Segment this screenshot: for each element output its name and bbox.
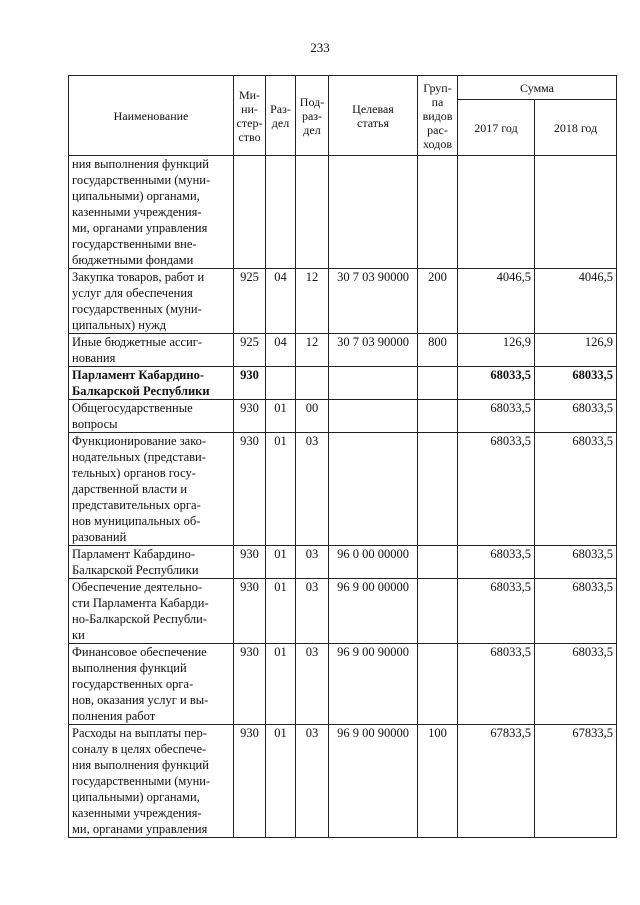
row-subsection: 03 [296, 546, 329, 579]
row-ministry: 925 [234, 334, 266, 367]
header-subsection: Под- раз- дел [296, 76, 329, 156]
row-ministry: 930 [234, 433, 266, 546]
row-sum-2018: 68033,5 [535, 546, 617, 579]
row-section: 01 [266, 579, 296, 644]
row-sum-2017: 68033,5 [458, 367, 535, 400]
row-sum-2018 [535, 156, 617, 269]
row-subsection [296, 367, 329, 400]
row-subsection: 03 [296, 433, 329, 546]
row-name: Обеспечение деятельно- сти Парламента Кабарди- но-Балкарской Республи- ки [69, 579, 234, 644]
row-sum-2017: 4046,5 [458, 269, 535, 334]
row-ministry: 925 [234, 269, 266, 334]
row-section: 01 [266, 400, 296, 433]
row-section: 01 [266, 546, 296, 579]
row-sum-2018: 67833,5 [535, 725, 617, 838]
row-subsection: 03 [296, 579, 329, 644]
header-section: Раз- дел [266, 76, 296, 156]
row-group: 200 [418, 269, 458, 334]
row-target: 96 9 00 90000 [329, 644, 418, 725]
table-row [69, 725, 617, 838]
row-target [329, 156, 418, 269]
row-target: 96 9 00 00000 [329, 579, 418, 644]
row-sum-2018: 68033,5 [535, 400, 617, 433]
row-name: Общегосударственные вопросы [69, 400, 234, 433]
row-sum-2017: 68033,5 [458, 433, 535, 546]
row-group [418, 546, 458, 579]
row-ministry: 930 [234, 644, 266, 725]
row-group [418, 400, 458, 433]
table-row [69, 367, 617, 400]
table-body [69, 156, 617, 838]
row-group: 800 [418, 334, 458, 367]
row-target [329, 400, 418, 433]
row-name: Закупка товаров, работ и услуг для обеспечения государственных (муни- ципальных) нужд [69, 269, 234, 334]
row-sum-2018: 68033,5 [535, 644, 617, 725]
row-ministry: 930 [234, 725, 266, 838]
header-name: Наименование [69, 76, 234, 156]
row-sum-2017: 68033,5 [458, 400, 535, 433]
row-name: Парламент Кабардино- Балкарской Республики [69, 546, 234, 579]
row-sum-2018: 4046,5 [535, 269, 617, 334]
row-subsection [296, 156, 329, 269]
row-target: 30 7 03 90000 [329, 269, 418, 334]
table-row [69, 546, 617, 579]
row-section: 04 [266, 334, 296, 367]
header-2017: 2017 год [458, 100, 535, 156]
row-group [418, 579, 458, 644]
header-sum: Сумма [458, 76, 617, 100]
row-sum-2017: 126,9 [458, 334, 535, 367]
row-ministry: 930 [234, 579, 266, 644]
table-row [69, 644, 617, 725]
row-name: Иные бюджетные ассиг- нования [69, 334, 234, 367]
row-section: 01 [266, 725, 296, 838]
row-group [418, 433, 458, 546]
row-group [418, 644, 458, 725]
row-sum-2018: 68033,5 [535, 367, 617, 400]
row-group [418, 367, 458, 400]
table-row [69, 156, 617, 269]
header-2018: 2018 год [535, 100, 617, 156]
row-ministry [234, 156, 266, 269]
table-row [69, 433, 617, 546]
row-subsection: 03 [296, 725, 329, 838]
row-section [266, 156, 296, 269]
row-sum-2017 [458, 156, 535, 269]
table-row [69, 400, 617, 433]
row-section: 04 [266, 269, 296, 334]
row-section: 01 [266, 433, 296, 546]
row-group [418, 156, 458, 269]
row-sum-2018: 126,9 [535, 334, 617, 367]
row-target [329, 433, 418, 546]
row-name: Финансовое обеспечение выполнения функций государственных орга- нов, оказания услуг и вы- полнения работ [69, 644, 234, 725]
row-ministry: 930 [234, 367, 266, 400]
row-sum-2017: 68033,5 [458, 579, 535, 644]
budget-table [68, 75, 617, 838]
row-name: Парламент Кабардино- Балкарской Республики [69, 367, 234, 400]
row-subsection: 00 [296, 400, 329, 433]
row-target [329, 367, 418, 400]
page-number: 233 [310, 40, 330, 55]
row-sum-2018: 68033,5 [535, 579, 617, 644]
header-group: Груп- па видов рас- ходов [418, 76, 458, 156]
row-group: 100 [418, 725, 458, 838]
row-target: 30 7 03 90000 [329, 334, 418, 367]
row-sum-2017: 68033,5 [458, 546, 535, 579]
row-subsection: 12 [296, 334, 329, 367]
row-section [266, 367, 296, 400]
header-ministry: Ми- ни- стер- ство [234, 76, 266, 156]
row-ministry: 930 [234, 546, 266, 579]
row-name: ния выполнения функций государственными (муни- ципальными) органами, казенными учреждения- ми, органами управления государственными вне- бюджетными фондами [69, 156, 234, 269]
row-ministry: 930 [234, 400, 266, 433]
table-row [69, 269, 617, 334]
row-target: 96 0 00 00000 [329, 546, 418, 579]
row-name: Расходы на выплаты пер- соналу в целях обеспече- ния выполнения функций государственными (муни- ципальными) органами, казенными учреждения- ми, органами управления [69, 725, 234, 838]
row-sum-2017: 67833,5 [458, 725, 535, 838]
row-target: 96 9 00 90000 [329, 725, 418, 838]
header-target: Целевая статья [329, 76, 418, 156]
row-subsection: 12 [296, 269, 329, 334]
table-row [69, 334, 617, 367]
table-row [69, 579, 617, 644]
row-sum-2017: 68033,5 [458, 644, 535, 725]
row-name: Функционирование зако- нодательных (представи- тельных) органов госу- дарственной власти и представительных орга- нов муниципальных об- разований [69, 433, 234, 546]
row-sum-2018: 68033,5 [535, 433, 617, 546]
row-section: 01 [266, 644, 296, 725]
row-subsection: 03 [296, 644, 329, 725]
